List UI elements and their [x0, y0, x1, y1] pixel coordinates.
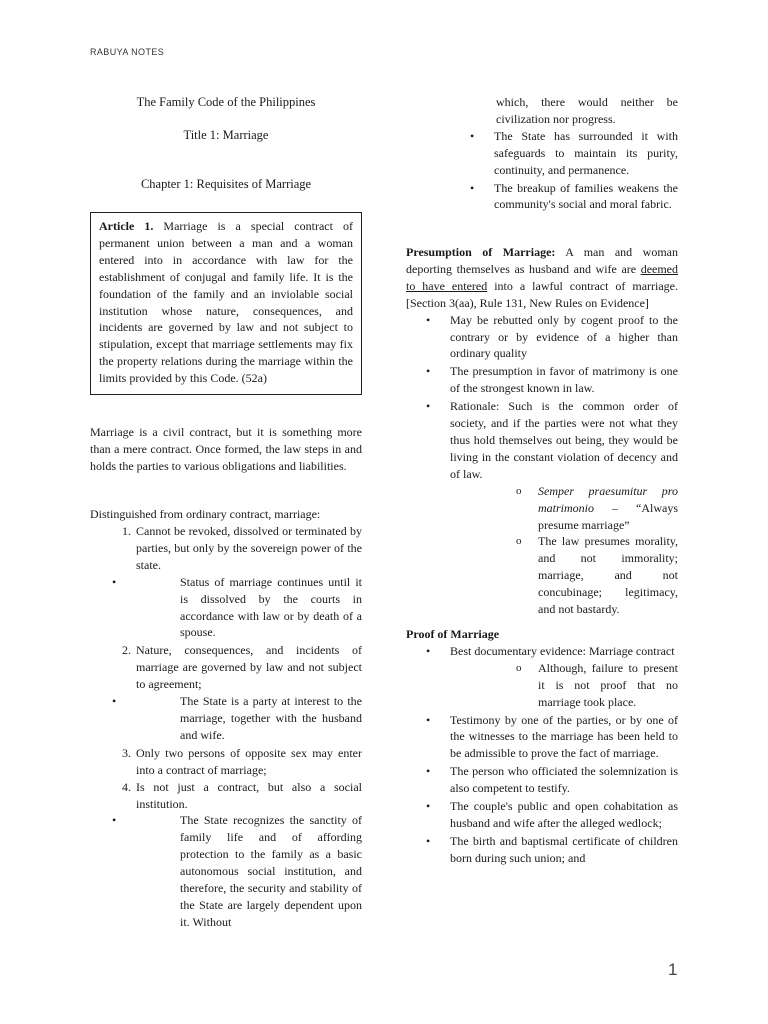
list-item: [516, 483, 678, 534]
chapter-heading: Chapter 1: Requisites of Marriage: [140, 177, 312, 191]
item-4-bullet: The State recognizes the sanctity of family life and of affording protection to the family as a basic autonomous social institution, and therefore, the security and stability of the State are largely dependent upon it. Without: [180, 813, 362, 929]
article-label: Article 1.: [99, 219, 154, 233]
sub-bullet-morality: The law presumes morality, and not immorality; marriage, and not concubinage; legitimacy, and not bastardy.: [538, 534, 678, 617]
presumption-text-1: A man and woman deporting themselves as husband and wife are: [406, 245, 678, 276]
article-1-box: [90, 212, 362, 395]
item-1-bullet: Status of marriage continues until it is dissolved by the courts in accordance with law or by death of a spouse.: [180, 574, 362, 640]
bullet-officiant: The person who officiated the solemnization is also competent to testify.: [450, 764, 678, 796]
list-item: [516, 660, 678, 711]
bullet-cohabitation: The couple's public and open cohabitation as husband and wife after the alleged wedlock;: [450, 799, 678, 830]
para2-prefix: Distinguished from: [90, 507, 186, 521]
page-header: RABUYA NOTES: [90, 47, 165, 57]
bullet-rebutted: May be rebutted only by cogent proof to the contrary or by evidence of a higher than ordinary quality: [450, 312, 678, 361]
list-item: [406, 312, 678, 363]
presumption-text-2: into a lawful contract of marriage. [Section 3(aa), Rule 131, New Rules on Evidence]: [406, 278, 679, 310]
continued-text: which, there would neither be civilization nor progress.: [496, 95, 678, 126]
list-item: [134, 779, 362, 931]
list-item: [406, 798, 678, 832]
list-item: [406, 833, 678, 867]
proof-section: [406, 626, 678, 868]
paragraph-distinguished: [90, 506, 362, 523]
list-item: [450, 180, 678, 214]
presumption-heading: Presumption of Marriage:: [406, 245, 556, 259]
list-item: [406, 643, 678, 711]
presumption-paragraph: [406, 244, 678, 312]
list-item: [92, 574, 362, 642]
sub-bullet-failure: Although, failure to present it is not proof that no marriage took place.: [538, 660, 678, 709]
article-text: Marriage is a special contract of permanent union between a man and a woman entered into in accordance with law for the establishment of conjugal and family life. It is the foundation of the family and an inviolable social institution whose nature, consequences, and incidents are governed by law and not subject to stipulation, except that marriage settlements may fix the property relations during the marriage within the limits provided by this Code. (52a): [99, 219, 353, 386]
bullet-safeguards: The State has surrounded it with safeguards to maintain its purity, continuity, and permanence.: [494, 128, 678, 177]
bullet-breakup: The breakup of families weakens the community's social and moral fabric.: [494, 180, 678, 212]
paragraph-civil-contract: Marriage is a civil contract, but it is something more than a mere contract. Once formed, the law steps in and holds the parties to various obligations and liabilities.: [90, 425, 362, 473]
document-title: The Family Code of the Philippines: [136, 95, 316, 109]
list-item: [134, 642, 362, 743]
list-item: [406, 398, 678, 618]
list-item: [516, 533, 678, 618]
item-4-text: Is not just a contract, but also a social institution.: [136, 779, 362, 811]
para2-emphasis: ordinary contract,: [186, 507, 272, 521]
title-heading: Title 1: Marriage: [183, 128, 269, 142]
latin-translation: – “Always presume marriage”: [538, 500, 678, 532]
list-item: [134, 745, 362, 779]
list-item: [406, 763, 678, 797]
page-number: 1: [668, 960, 678, 979]
bullet-documentary: Best documentary evidence: Marriage contract: [450, 643, 675, 658]
list-item: [134, 523, 362, 641]
continued-section: [406, 94, 678, 214]
list-item: [450, 128, 678, 179]
bullet-birth-certificate: The birth and baptismal certificate of children born during such union; and: [450, 833, 678, 865]
bullet-rationale: Rationale: Such is the common order of society, and if the parties were not what they thus hold themselves out being, they would be living in the constant violation of decency and of law.: [450, 399, 678, 481]
bullet-testimony: Testimony by one of the parties, or by one of the witnesses to the marriage has been held to be admissible to prove the fact of marriage.: [450, 712, 678, 761]
distinctions-list: [90, 523, 362, 932]
list-item: [92, 812, 362, 930]
list-item: [92, 693, 362, 744]
item-3-text: Only two persons of opposite sex may enter into a contract of marriage;: [136, 745, 362, 777]
latin-maxim: Semper praesumitur pro matrimonio: [538, 483, 678, 515]
item-1-text: Cannot be revoked, dissolved or terminated by parties, but only by the sovereign power of the state.: [136, 524, 362, 572]
list-item: [406, 712, 678, 763]
presumption-section: [406, 244, 678, 619]
presumption-underlined: deemed to have entered: [406, 261, 678, 293]
item-2-bullet: The State is a party at interest to the marriage, together with the husband and wife.: [180, 694, 362, 742]
item-2-text: Nature, consequences, and incidents of marriage are governed by law and not subject to agreement;: [136, 643, 362, 692]
bullet-strongest: The presumption in favor of matrimony is one of the strongest known in law.: [450, 364, 678, 396]
list-item: [406, 363, 678, 397]
para2-suffix: marriage:: [271, 507, 321, 521]
proof-heading: Proof of Marriage: [406, 627, 500, 641]
